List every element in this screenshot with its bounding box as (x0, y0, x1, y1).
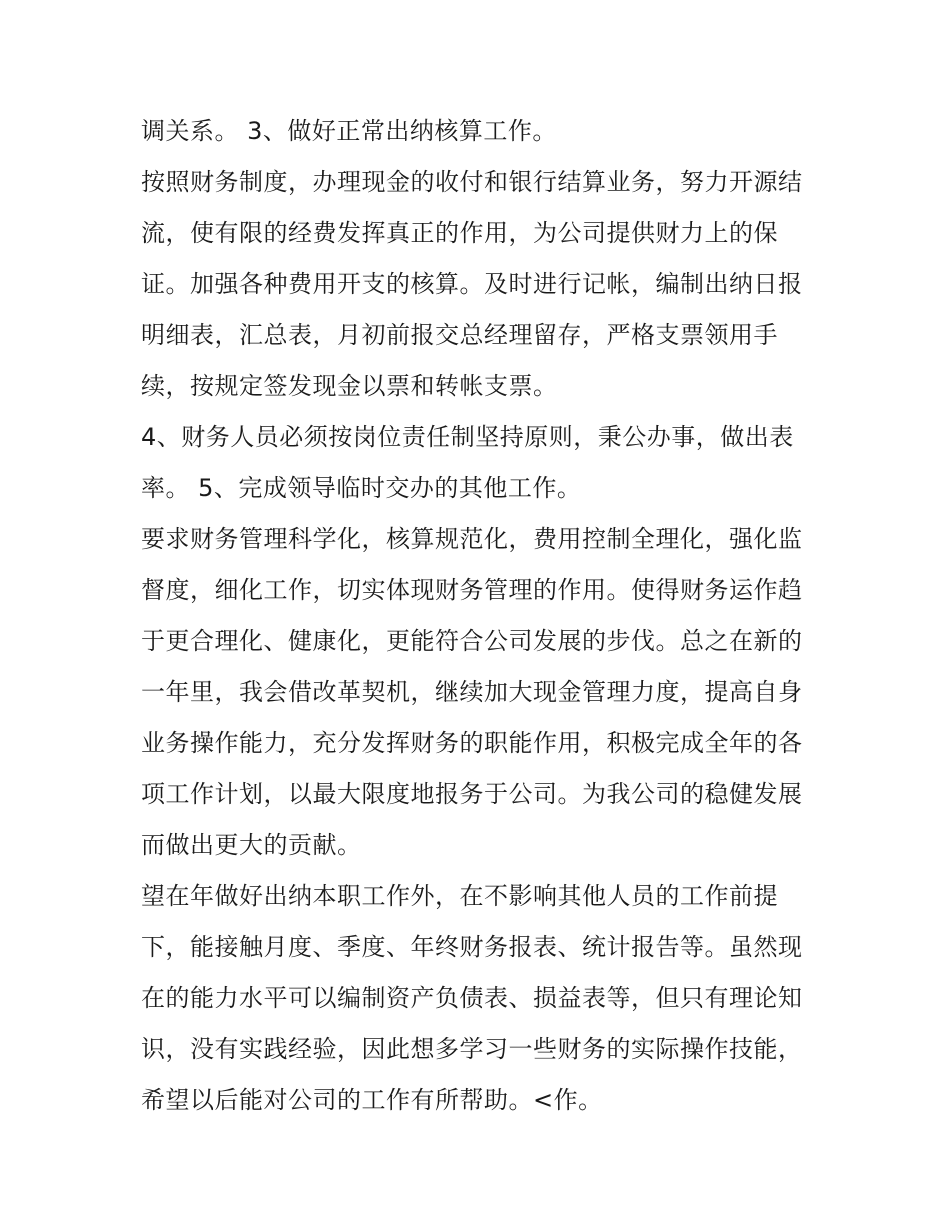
text-line: 识，没有实践经验，因此想多学习一些财务的实际操作技能， (141, 1035, 803, 1063)
text-line: 项工作计划，以最大限度地报务于公司。为我公司的稳健发展 (141, 780, 803, 808)
text-line: 4、财务人员必须按岗位责任制坚持原则，秉公办事，做出表 (141, 423, 794, 451)
text-line: 下，能接触月度、季度、年终财务报表、统计报告等。虽然现 (141, 933, 803, 961)
text-line: 督度，细化工作，切实体现财务管理的作用。使得财务运作趋 (141, 576, 803, 604)
text-line: 续，按规定签发现金以票和转帐支票。 (141, 372, 558, 400)
text-line: 在的能力水平可以编制资产负债表、损益表等，但只有理论知 (141, 984, 803, 1012)
document-body (141, 106, 821, 1126)
text-line: 证。加强各种费用开支的核算。及时进行记帐，编制出纳日报 (141, 270, 803, 298)
text-line: 望在年做好出纳本职工作外，在不影响其他人员的工作前提 (141, 882, 778, 910)
text-line: 流，使有限的经费发挥真正的作用，为公司提供财力上的保 (141, 219, 778, 247)
text-line: 希望以后能对公司的工作有所帮助。<作。 (141, 1086, 603, 1114)
text-line: 一年里，我会借改革契机，继续加大现金管理力度，提高自身 (141, 678, 803, 706)
text-line: 明细表，汇总表，月初前报交总经理留存，严格支票领用手 (141, 321, 778, 349)
text-line: 率。 5、完成领导临时交办的其他工作。 (141, 474, 582, 502)
text-line: 要求财务管理科学化，核算规范化，费用控制全理化，强化监 (141, 525, 803, 553)
text-line: 调关系。 3、做好正常出纳核算工作。 (141, 117, 557, 145)
text-line: 业务操作能力，充分发挥财务的职能作用，积极完成全年的各 (141, 729, 803, 757)
text-line: 于更合理化、健康化，更能符合公司发展的步伐。总之在新的 (141, 627, 803, 655)
text-line: 而做出更大的贡献。 (141, 831, 362, 859)
text-line: 按照财务制度，办理现金的收付和银行结算业务，努力开源结 (141, 168, 803, 196)
